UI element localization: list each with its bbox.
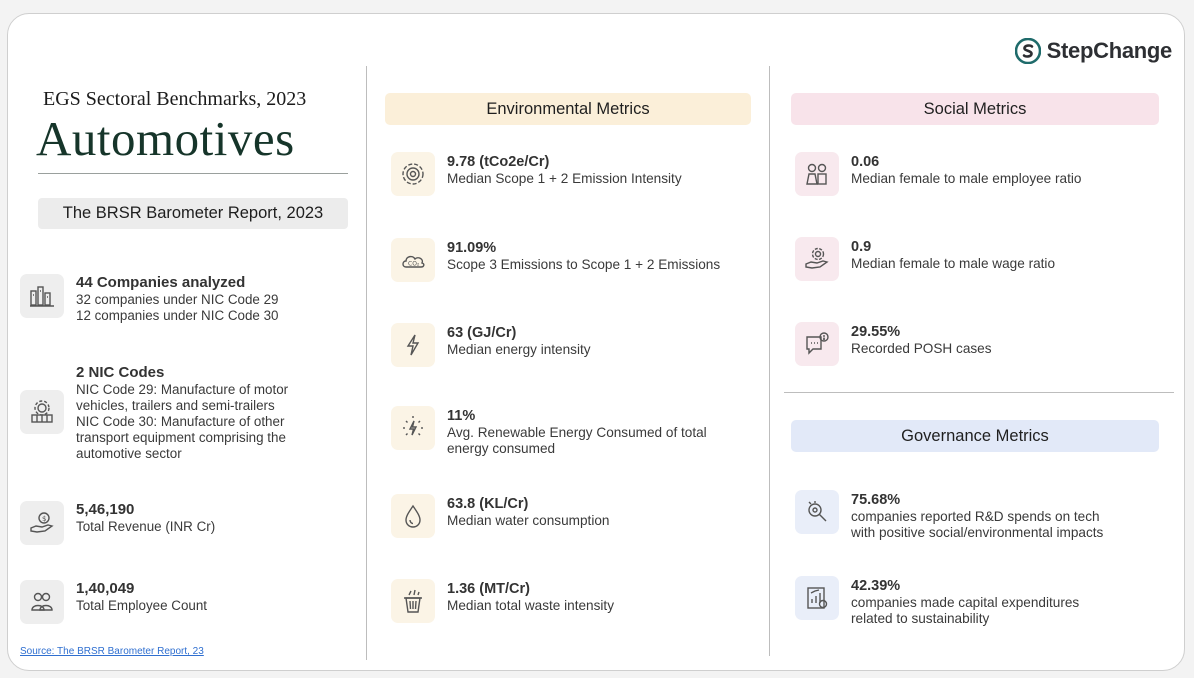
research-icon	[803, 498, 831, 526]
stat-icon-box	[20, 390, 64, 434]
stat-revenue	[20, 501, 215, 545]
female-male-icon	[803, 160, 831, 188]
source-link[interactable]: Source: The BRSR Barometer Report, 23	[20, 646, 204, 657]
env-metric-waste	[391, 579, 614, 623]
env-metric-water	[391, 494, 609, 538]
water-drop-icon	[399, 502, 427, 530]
social-metric-employee-ratio	[795, 152, 1081, 196]
metric-icon-box	[795, 152, 839, 196]
wage-hand-icon	[803, 245, 831, 273]
stat-icon-box	[20, 580, 64, 624]
metric-value: 42.39%	[851, 578, 901, 594]
metric-label: Median total waste intensity	[447, 598, 614, 613]
stat-icon-box	[20, 274, 64, 318]
stat-employees	[20, 580, 207, 624]
alert-chat-icon	[803, 330, 831, 358]
column-divider-right	[769, 66, 770, 656]
stat-line: transport equipment comprising the	[76, 430, 286, 445]
metric-icon-box	[795, 490, 839, 534]
metric-value: 63 (GJ/Cr)	[447, 325, 517, 341]
money-hand-icon	[28, 509, 56, 537]
capex-chart-icon	[803, 584, 831, 612]
metric-icon-box	[391, 238, 435, 282]
stat-line: NIC Code 30: Manufacture of other	[76, 414, 285, 429]
metric-icon-box	[391, 579, 435, 623]
stat-head: 5,46,190	[76, 501, 135, 518]
metric-value: 91.09%	[447, 240, 497, 256]
metric-label: related to sustainability	[851, 611, 990, 626]
metric-label: Median female to male wage ratio	[851, 256, 1056, 271]
metric-value: 0.06	[851, 154, 880, 170]
metric-value: 29.55%	[851, 324, 901, 340]
social-metric-wage-ratio	[795, 237, 1055, 281]
governance-metrics-header: Governance Metrics	[791, 420, 1159, 452]
metric-label: energy consumed	[447, 441, 556, 456]
factory-icon	[28, 282, 56, 310]
people-icon	[28, 588, 56, 616]
gov-metric-capex	[795, 576, 1079, 627]
stat-icon-box	[20, 501, 64, 545]
svg-text:$: $	[42, 515, 47, 523]
metric-label: Avg. Renewable Energy Consumed of total	[447, 425, 707, 440]
gear-factory-icon	[28, 398, 56, 426]
stepchange-logo-icon	[1015, 38, 1041, 64]
metric-label: Recorded POSH cases	[851, 341, 992, 356]
metric-value: 9.78 (tCo2e/Cr)	[447, 154, 550, 170]
stat-line: NIC Code 29: Manufacture of motor	[76, 382, 289, 397]
env-metric-scope3	[391, 238, 720, 282]
title-rule	[38, 173, 348, 174]
report-chip: The BRSR Barometer Report, 2023	[38, 198, 348, 229]
column-divider-left	[366, 66, 367, 660]
target-icon	[399, 160, 427, 188]
benchmark-card	[7, 13, 1185, 671]
lightning-icon	[399, 331, 427, 359]
metric-label: Median Scope 1 + 2 Emission Intensity	[447, 171, 682, 186]
metric-value: 63.8 (KL/Cr)	[447, 496, 529, 512]
metric-icon-box	[795, 322, 839, 366]
sector-title: Automotives	[36, 111, 295, 166]
metric-value: 1.36 (MT/Cr)	[447, 581, 530, 597]
metric-label: Median female to male employee ratio	[851, 171, 1082, 186]
co2-cloud-icon	[399, 246, 427, 274]
stat-nic-codes	[20, 364, 288, 462]
metric-icon-box	[795, 576, 839, 620]
social-metrics-header: Social Metrics	[791, 93, 1159, 125]
env-metric-emission-intensity	[391, 152, 682, 196]
social-metric-posh	[795, 322, 992, 366]
metric-label: Scope 3 Emissions to Scope 1 + 2 Emissions	[447, 257, 721, 272]
stat-line: 12 companies under NIC Code 30	[76, 308, 279, 323]
stat-companies	[20, 274, 278, 324]
stat-line: automotive sector	[76, 446, 182, 461]
metric-value: 75.68%	[851, 492, 901, 508]
waste-bin-icon	[399, 587, 427, 615]
gov-metric-rnd	[795, 490, 1103, 541]
stat-line: vehicles, trailers and semi-trailers	[76, 398, 275, 413]
renewable-energy-icon	[399, 414, 427, 442]
environmental-metrics-header: Environmental Metrics	[385, 93, 751, 125]
stat-head: 2 NIC Codes	[76, 364, 165, 381]
report-kicker: EGS Sectoral Benchmarks, 2023	[43, 88, 307, 110]
metric-label: companies reported R&D spends on tech	[851, 509, 1100, 524]
metric-label: companies made capital expenditures	[851, 595, 1080, 610]
env-metric-energy-intensity	[391, 323, 591, 367]
stat-line: Total Employee Count	[76, 598, 208, 613]
brand-name: StepChange	[1046, 38, 1172, 63]
metric-label: Median water consumption	[447, 513, 610, 528]
metric-icon-box	[391, 323, 435, 367]
env-metric-renewable-energy	[391, 406, 707, 457]
metric-icon-box	[391, 494, 435, 538]
stat-head: 44 Companies analyzed	[76, 274, 246, 291]
metric-label: with positive social/environmental impacts	[851, 525, 1104, 540]
stat-head: 1,40,049	[76, 580, 135, 597]
social-governance-divider	[784, 392, 1174, 393]
stat-line: 32 companies under NIC Code 29	[76, 292, 279, 307]
metric-value: 11%	[447, 408, 476, 424]
stat-line: Total Revenue (INR Cr)	[76, 519, 216, 534]
metric-value: 0.9	[851, 239, 872, 255]
metric-label: Median energy intensity	[447, 342, 591, 357]
metric-icon-box	[391, 406, 435, 450]
metric-icon-box	[391, 152, 435, 196]
metric-icon-box	[795, 237, 839, 281]
brand-logo	[1015, 38, 1172, 64]
svg-text:CO₂: CO₂	[408, 260, 420, 268]
